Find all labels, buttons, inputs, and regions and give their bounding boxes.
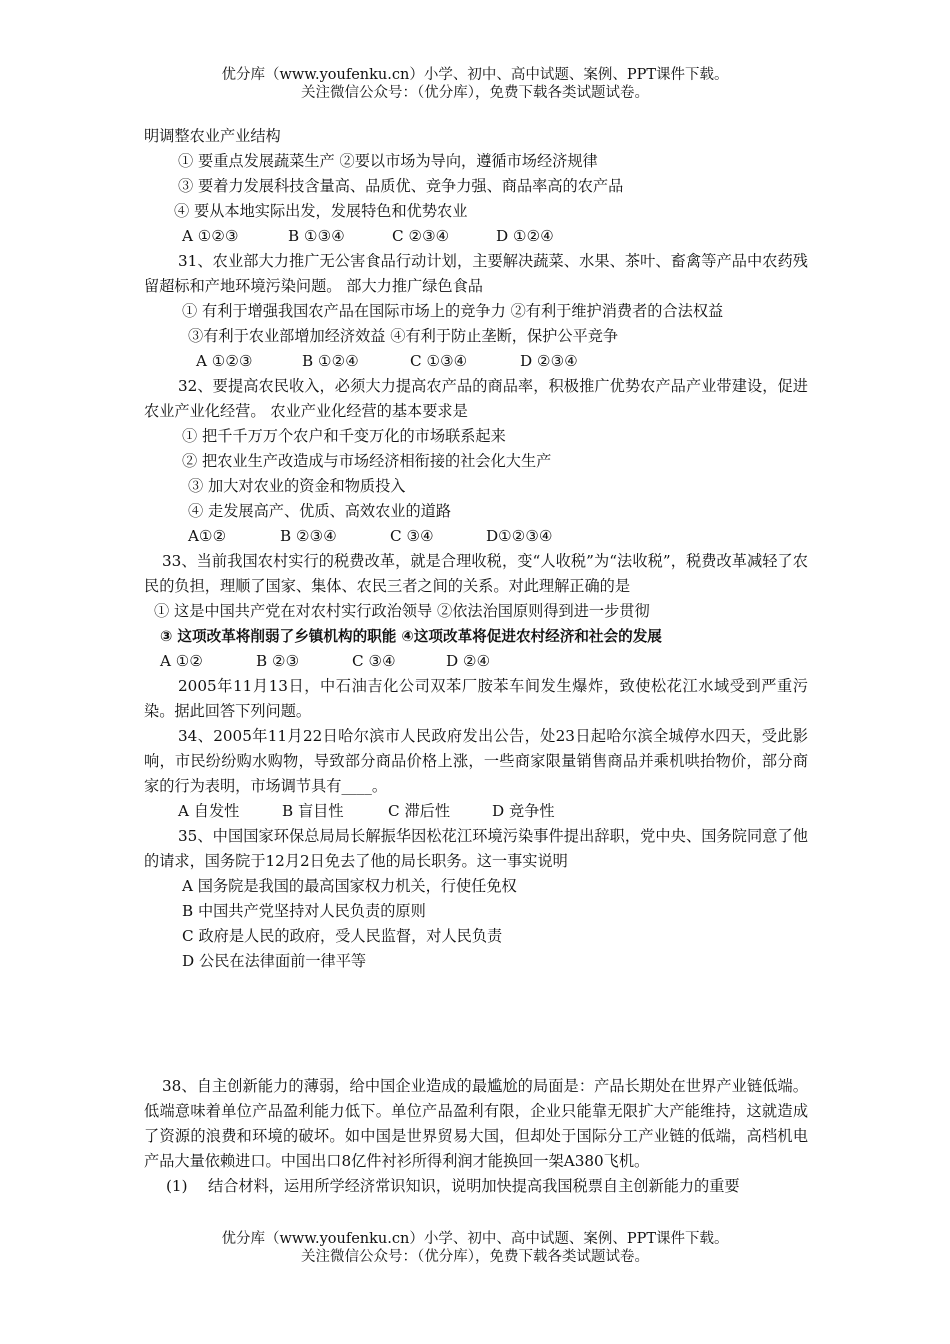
q31-options (144, 349, 808, 374)
q31-statement-3: ③有利于农业部增加经济效益 ④有利于防止垄断，保护公平竞争 (188, 327, 619, 345)
q32-statement-3: ③ 加大对农业的资金和物质投入 (188, 477, 406, 495)
q35-option-c: C 政府是人民的政府，受人民监督，对人民负责 (182, 927, 503, 945)
q33-option-a: A ①② (160, 652, 204, 670)
q31-option-a: A ①②③ (196, 352, 253, 370)
q31-option-c: C ①③④ (410, 352, 468, 370)
q35-stem: 35、中国国家环保总局局长解振华因松花江环境污染事件提出辞职，党中央、国务院同意了他的请求，国务院于12月2日免去了他的局长职务。这一事实说明 (144, 827, 808, 870)
document-body (144, 124, 808, 1199)
q32-options (144, 524, 808, 549)
q31-option-d: D ②③④ (520, 352, 578, 370)
header-line-2: 关注微信公众号：（优分库），免费下载各类试题试卷。 (301, 85, 649, 101)
q30-continuation: 明调整农业产业结构 (144, 127, 281, 145)
page-header (0, 66, 950, 102)
q30-option-a: A ①②③ (182, 227, 239, 245)
material-intro: 2005年11月13日，中石油吉化公司双苯厂胺苯车间发生爆炸，致使松花江水域受到严重污染。据此回答下列问题。 (144, 677, 808, 720)
q32-option-a: A①② (188, 527, 227, 545)
q34-option-c: C 滞后性 (388, 802, 451, 820)
q34-option-d: D 竞争性 (492, 802, 555, 820)
q33-options (144, 649, 808, 674)
footer-line-2: 关注微信公众号：（优分库），免费下载各类试题试卷。 (301, 1249, 649, 1265)
q30-options (144, 224, 808, 249)
q34-options (144, 799, 808, 824)
q35-option-d: D 公民在法律面前一律平等 (182, 952, 367, 970)
q32-option-d: D①②③④ (486, 527, 553, 545)
q32-statement-2: ② 把农业生产改造成与市场经济相衔接的社会化大生产 (182, 452, 552, 470)
q32-statement-4: ④ 走发展高产、优质、高效农业的道路 (188, 502, 452, 520)
q32-stem: 32、要提高农民收入，必须大力提高农产品的商品率，积极推广优势农产品产业带建设，促进农业产业化经营。 农业产业化经营的基本要求是 (144, 377, 808, 420)
q31-stem: 31、农业部大力推广无公害食品行动计划，主要解决蔬菜、水果、茶叶、畜禽等产品中农药残留超标和产地环境污染问题。 部大力推广绿色食品 (144, 252, 808, 295)
q33-option-d: D ②④ (446, 652, 491, 670)
q33-statement-1: ① 这是中国共产党在对农村实行政治领导 ②依法治国原则得到进一步贯彻 (154, 602, 650, 620)
q30-option-b: B ①③④ (288, 227, 345, 245)
q34-option-b: B 盲目性 (282, 802, 344, 820)
footer-line-1: 优分库（www.youfenku.cn）小学、初中、高中试题、案例、PPT课件下载。 (221, 1231, 729, 1247)
q38-sub-number: (1) (166, 1177, 188, 1195)
q30-statement-3: ③ 要着力发展科技含量高、品质优、竞争力强、商品率高的农产品 (178, 177, 624, 195)
q30-option-c: C ②③④ (392, 227, 450, 245)
q38-sub-text: 结合材料，运用所学经济常识知识，说明加快提高我国税票自主创新能力的重要 (208, 1177, 740, 1195)
q30-statement-4: ④ 要从本地实际出发，发展特色和优势农业 (174, 202, 468, 220)
q33-option-b: B ②③ (256, 652, 300, 670)
q30-statement-1: ① 要重点发展蔬菜生产 ②要以市场为导向，遵循市场经济规律 (178, 152, 598, 170)
q32-option-b: B ②③④ (280, 527, 337, 545)
header-line-1: 优分库（www.youfenku.cn）小学、初中、高中试题、案例、PPT课件下载。 (221, 67, 729, 83)
q31-statement-1: ① 有利于增强我国农产品在国际市场上的竞争力 ②有利于维护消费者的合法权益 (182, 302, 724, 320)
q32-option-c: C ③④ (390, 527, 434, 545)
q38-stem: 38、自主创新能力的薄弱，给中国企业造成的最尴尬的局面是：产品长期处在世界产业链低端。低端意味着单位产品盈利能力低下。单位产品盈利有限，企业只能靠无限扩大产能维持，这就造成了资源的浪费和环境的破坏。如中国是世界贸易大国，但却处于国际分工产业链的低端，高档机电产品大量依赖进口。中国出口8亿件衬衫所得利润才能换回一架A380飞机。 (144, 1077, 808, 1170)
q34-option-a: A 自发性 (178, 802, 240, 820)
q31-option-b: B ①②④ (302, 352, 359, 370)
q33-stem: 33、当前我国农村实行的税费改革，就是合理收税，变“人收税”为“法收税”，税费改革减轻了农民的负担，理顺了国家、集体、农民三者之间的关系。对此理解正确的是 (144, 552, 808, 595)
q32-statement-1: ① 把千千万万个农户和千变万化的市场联系起来 (182, 427, 506, 445)
blank-gap (144, 974, 808, 1074)
q34-stem: 34、2005年11月22日哈尔滨市人民政府发出公告，处23日起哈尔滨全城停水四天，受此影响，市民纷纷购水购物，导致部分商品价格上涨，一些商家限量销售商品并乘机哄抬物价，部分商家的行为表明，市场调节具有____。 (144, 727, 808, 795)
q35-option-b: B 中国共产党坚持对人民负责的原则 (182, 902, 426, 920)
q33-option-c: C ③④ (352, 652, 396, 670)
q30-option-d: D ①②④ (496, 227, 554, 245)
q35-option-a: A 国务院是我国的最高国家权力机关，行使任免权 (182, 877, 517, 895)
q38-subquestion-1 (144, 1174, 808, 1199)
q33-statement-3: ③ 这项改革将削弱了乡镇机构的职能 ④这项改革将促进农村经济和社会的发展 (160, 628, 662, 645)
page-footer (0, 1230, 950, 1266)
